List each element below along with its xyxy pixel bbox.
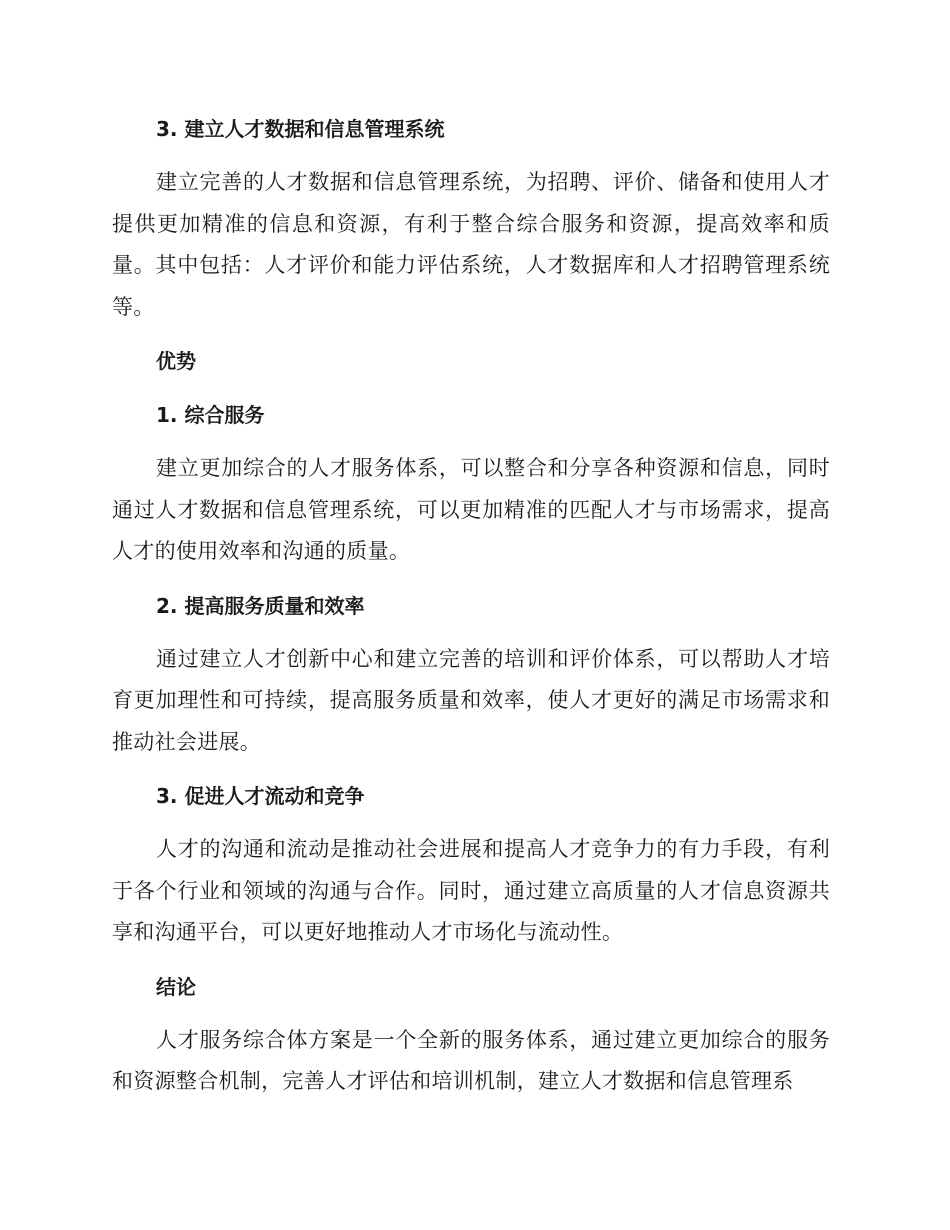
paragraph-conclusion: 人才服务综合体方案是一个全新的服务体系，通过建立更加综合的服务和资源整合机制，完善人才评估和培训机制，建立人才数据和信息管理系 — [112, 1027, 830, 1093]
section-heading-talent-mobility: 3. 促进人才流动和竞争 — [156, 784, 365, 808]
section-heading-data-system: 3. 建立人才数据和信息管理系统 — [156, 117, 445, 141]
section-heading-conclusion: 结论 — [156, 974, 196, 999]
paragraph-integrated-services: 建立更加综合的人才服务体系，可以整合和分享各种资源和信息，同时通过人才数据和信息管理系统，可以更加精准的匹配人才与市场需求，提高人才的使用效率和沟通的质量。 — [112, 456, 830, 563]
paragraph-talent-mobility: 人才的沟通和流动是推动社会进展和提高人才竞争力的有力手段，有利于各个行业和领域的沟通与合作。同时，通过建立高质量的人才信息资源共享和沟通平台，可以更好地推动人才市场化与流动性。 — [112, 837, 830, 944]
section-heading-integrated-services: 1. 综合服务 — [156, 403, 265, 427]
paragraph-service-quality: 通过建立人才创新中心和建立完善的培训和评价体系，可以帮助人才培育更加理性和可持续，提高服务质量和效率，使人才更好的满足市场需求和推动社会进展。 — [112, 646, 830, 754]
document-body — [112, 108, 830, 1103]
paragraph-data-system: 建立完善的人才数据和信息管理系统，为招聘、评价、储备和使用人才提供更加精准的信息和资源，有利于整合综合服务和资源，提高效率和质量。其中包括：人才评价和能力评估系统，人才数据库和人才招聘管理系统等。 — [112, 170, 830, 319]
section-heading-service-quality: 2. 提高服务质量和效率 — [156, 593, 365, 618]
section-heading-advantages: 优势 — [156, 349, 196, 373]
